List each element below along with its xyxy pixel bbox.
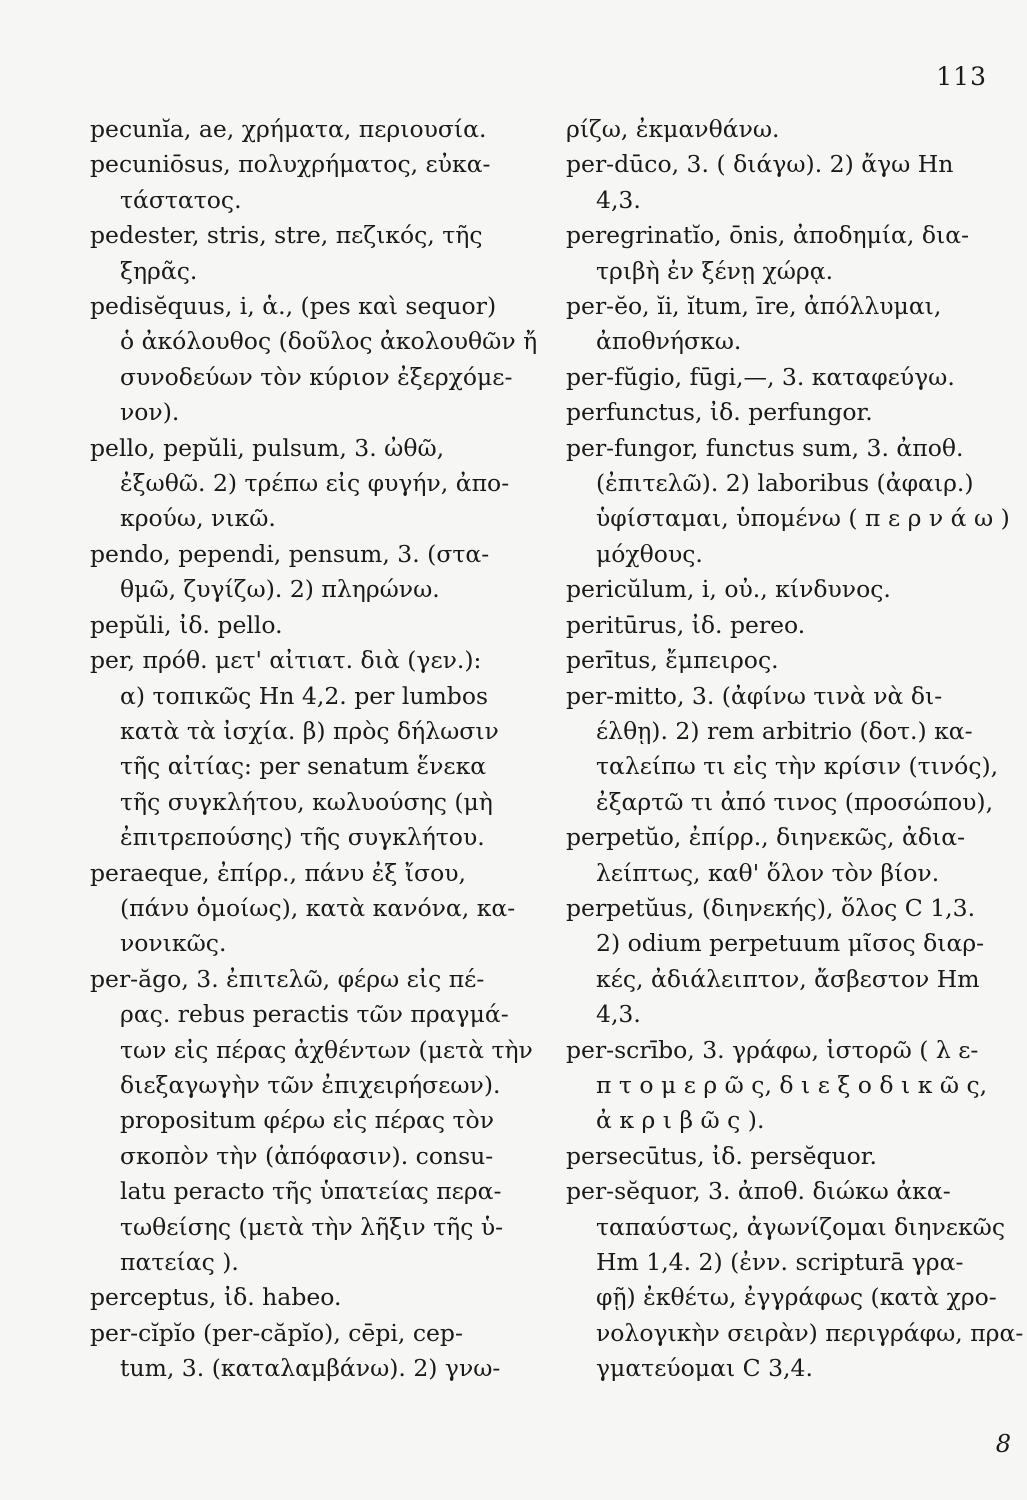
dictionary-entry — [566, 1033, 994, 1139]
entry-continuation: propositum φέρω εἰς πέρας τὸν — [120, 1106, 494, 1135]
dictionary-entry — [566, 1139, 994, 1174]
entry-continuation: Hm 1,4. 2) (ἐνν. scripturā γρα- — [596, 1248, 964, 1276]
dictionary-entry — [566, 431, 1010, 573]
signature-mark: 8 — [995, 1430, 1011, 1458]
entry-continuation: tum, 3. (καταλαμβάνω). 2) γνω- — [120, 1354, 501, 1383]
entry-headline: pello, pepŭli, pulsum, 3. ὠθῶ, — [90, 433, 445, 462]
dictionary-entry — [90, 112, 538, 147]
dictionary-entry — [90, 218, 538, 289]
entry-continuation: ταπαύστως, ἀγωνίζομαι διηνεκῶς — [596, 1212, 1005, 1241]
entry-continuation: τῆς αἰτίας: per senatum ἕνεκα — [120, 752, 487, 781]
dictionary-entry — [566, 147, 994, 218]
entry-continuation: θμῶ, ζυγίζω). 2) πληρώνω. — [120, 575, 440, 604]
right-column — [566, 112, 1024, 1387]
entry-continuation: 2) odium perpetuum μῖσος διαρ- — [596, 929, 985, 958]
entry-continuation: 4,3. — [596, 1000, 641, 1029]
entry-continuation: κρούω, νικῶ. — [120, 504, 276, 533]
entry-continuation: ἀ κ ρ ι β ῶ ς ). — [596, 1106, 765, 1135]
dictionary-entry — [566, 360, 994, 395]
entry-continuation: συνοδεύων τὸν κύριον ἐξερχόμε- — [120, 362, 513, 391]
entry-continuation: 4,3. — [596, 185, 641, 214]
entry-continuation: ἀποθνήσκω. — [596, 327, 742, 356]
entry-continuation: ἐπιτρεπούσης) τῆς συγκλήτου. — [120, 823, 485, 852]
dictionary-entry — [566, 608, 994, 643]
dictionary-entry — [90, 856, 538, 962]
entry-continuation: πατείας ). — [120, 1248, 239, 1276]
entry-continuation: π τ ο μ ε ρ ῶ ς, δ ι ε ξ ο δ ι κ ῶ ς, — [596, 1070, 988, 1099]
entry-headline: perfunctus, ἰδ. perfungor. — [566, 398, 873, 427]
dictionary-entry — [566, 572, 994, 607]
entry-headline: per, πρόθ. μετ' αἰτιατ. διὰ (γεν.): — [90, 646, 482, 675]
entry-headline: peregrinatĭo, ōnis, ἀποδημία, δια- — [566, 221, 970, 250]
entry-continuation: φῇ) ἐκθέτω, ἐγγράφως (κατὰ χρο- — [596, 1283, 997, 1312]
entry-headline: pendo, pependi, pensum, 3. (στα- — [90, 539, 490, 568]
entry-headline: per-sĕquor, 3. ἀποθ. διώκω ἀκα- — [566, 1177, 951, 1206]
entry-continuation: ὁ ἀκόλουθος (δοῦλος ἀκολουθῶν ἤ — [120, 327, 538, 356]
entry-continuation: ἐξωθῶ. 2) τρέπω εἰς φυγήν, ἀπο- — [120, 469, 510, 498]
dictionary-entry — [566, 891, 994, 1033]
entry-headline: persecūtus, ἰδ. persĕquor. — [566, 1141, 877, 1170]
dictionary-entry — [566, 679, 999, 821]
entry-continuation: ὑφίσταμαι, ὑπομένω ( π ε ρ ν ά ω ) — [596, 504, 1010, 533]
dictionary-entry — [566, 643, 994, 678]
entry-headline: pedisĕquus, i, ἁ., (pes καὶ sequor) — [90, 292, 497, 321]
dictionary-entry — [90, 431, 538, 537]
entry-headline: per-scrībo, 3. γράφω, ἱστορῶ ( λ ε- — [566, 1035, 979, 1064]
entry-continuation: ἐξαρτῶ τι ἀπό τινος (προσώπου), — [596, 787, 994, 816]
entry-continuation: (πάνυ ὁμοίως), κατὰ κανόνα, κα- — [120, 893, 516, 922]
entry-continuation: λείπτως, καθ' ὅλον τὸν βίον. — [596, 858, 940, 887]
entry-continuation: ρας. rebus peractis τῶν πραγμά- — [120, 1000, 509, 1029]
entry-headline: per-ăgo, 3. ἐπιτελῶ, φέρω εἰς πέ- — [90, 964, 485, 993]
dictionary-entry — [90, 643, 538, 855]
dictionary-entry — [90, 962, 538, 1281]
entry-headline: pericŭlum, i, οὐ., κίνδυνος. — [566, 575, 891, 604]
entry-continuation: latu peracto τῆς ὑπατείας περα- — [120, 1177, 502, 1206]
entry-headline: ρίζω, ἐκμανθάνω. — [566, 115, 780, 143]
entry-headline: perceptus, ἰδ. habeo. — [90, 1283, 342, 1312]
entry-continuation: νον). — [120, 398, 180, 427]
entry-continuation: τάστατος. — [120, 185, 242, 214]
entry-continuation: τῆς συγκλήτου, κωλυούσης (μὴ — [120, 787, 493, 816]
entry-continuation: μόχθους. — [596, 539, 703, 568]
entry-headline: per-fungor, functus sum, 3. ἀποθ. — [566, 433, 964, 462]
dictionary-entry — [90, 147, 538, 218]
entry-headline: per-cĭpĭo (per-căpĭo), cēpi, cep- — [90, 1318, 463, 1347]
entry-headline: per-mitto, 3. (ἀφίνω τινὰ νὰ δι- — [566, 681, 943, 710]
dictionary-entry — [566, 395, 994, 430]
dictionary-entry — [90, 1280, 538, 1315]
dictionary-entry — [566, 1174, 1024, 1386]
entry-headline: pepŭli, ἰδ. pello. — [90, 610, 283, 639]
entry-headline: per-fŭgio, fūgi,—, 3. καταφεύγω. — [566, 362, 955, 391]
dictionary-entry — [566, 289, 994, 360]
dictionary-entry — [566, 218, 994, 289]
entry-continuation: νολογικὴν σειρὰν) περιγράφω, πρα- — [596, 1318, 1024, 1347]
entry-headline: peraeque, ἐπίρρ., πάνυ ἐξ ἴσου, — [90, 858, 466, 887]
entry-continuation: σκοπὸν τὴν (ἀπόφασιν). consu- — [120, 1141, 494, 1170]
entry-headline: per-ĕo, ĭi, ĭtum, īre, ἀπόλλυμαι, — [566, 292, 942, 321]
entry-headline: pedester, stris, stre, πεζικός, τῆς — [90, 221, 483, 250]
entry-headline: peritūrus, ἰδ. pereo. — [566, 610, 806, 639]
dictionary-entry — [566, 820, 994, 891]
entry-headline: perītus, ἔμπειρος. — [566, 646, 779, 675]
dictionary-entry — [566, 112, 994, 147]
entry-continuation: νονικῶς. — [120, 929, 227, 958]
entry-continuation: διεξαγωγὴν τῶν ἐπιχειρήσεων). — [120, 1070, 501, 1099]
entry-continuation: ταλείπω τι εἰς τὴν κρίσιν (τινός), — [596, 752, 999, 781]
entry-continuation: των εἰς πέρας ἀχθέντων (μετὰ τὴν — [120, 1035, 533, 1064]
entry-headline: pecuniōsus, πολυχρήματος, εὐκα- — [90, 150, 491, 179]
entry-continuation: τριβὴ ἐν ξένῃ χώρᾳ. — [596, 256, 834, 285]
dictionary-entry — [90, 1316, 538, 1387]
entry-continuation: α) τοπικῶς Hn 4,2. per lumbos — [120, 681, 489, 710]
entry-continuation: τωθείσης (μετὰ τὴν λῆξιν τῆς ὑ- — [120, 1212, 504, 1241]
page-number: 113 — [936, 62, 987, 91]
entry-continuation: (ἐπιτελῶ). 2) laboribus (ἀφαιρ.) — [596, 469, 974, 498]
dictionary-entry — [90, 608, 538, 643]
dictionary-entry — [90, 537, 538, 608]
entry-continuation: έλθῃ). 2) rem arbitrio (δοτ.) κα- — [596, 716, 973, 745]
entry-headline: per-dūco, 3. ( διάγω). 2) ἄγω Hn — [566, 150, 954, 179]
entry-continuation: ξηρᾶς. — [120, 256, 198, 285]
entry-headline: perpetŭo, ἐπίρρ., διηνεκῶς, ἀδια- — [566, 823, 966, 852]
dictionary-entry — [90, 289, 538, 431]
left-column — [90, 112, 538, 1387]
entry-headline: perpetŭus, (διηνεκής), ὅλος C 1,3. — [566, 893, 976, 922]
entry-continuation: κές, ἀδιάλειπτον, ἄσβεστον Hm — [596, 964, 980, 993]
entry-headline: pecunĭa, ae, χρήματα, περιουσία. — [90, 115, 487, 143]
entry-continuation: κατὰ τὰ ἰσχία. β) πρὸς δήλωσιν — [120, 716, 499, 745]
entry-continuation: γματεύομαι C 3,4. — [596, 1354, 813, 1383]
